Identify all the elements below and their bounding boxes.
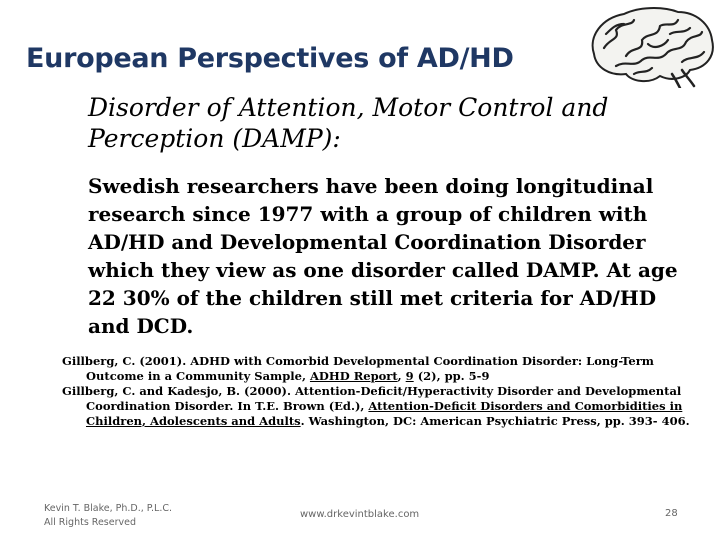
author-name: Kevin T. Blake, Ph.D., P.L.C. xyxy=(44,503,173,514)
slide-body-paragraph: Swedish researchers have been doing longitudinal research since 1977 with a group of children with AD/HD and Developmental Coordination Disorder which they view as one disorder called DAMP. At age 22 30% of the children still met criteria for AD/HD and DCD. xyxy=(88,174,678,338)
footer-author xyxy=(44,502,172,530)
book-title: Attention-Deficit Disorders and Comorbidities in Children, Adolescents and Adults xyxy=(86,399,683,428)
footer-website: www.drkevintblake.com xyxy=(300,509,420,520)
slide-title: European Perspectives of AD/HD xyxy=(26,43,514,74)
journal-title: ADHD Report xyxy=(309,369,398,383)
page-number: 28 xyxy=(665,508,678,519)
rights-text: All Rights Reserved xyxy=(44,517,136,528)
reference-item: Gillberg, C. (2001). ADHD with Comorbid Developmental Coordination Disorder: Long-Term Outcome in a Community Sample, ADHD Report, 9 (2), pp. 5-9 xyxy=(62,354,654,383)
brain-icon xyxy=(586,4,716,88)
slide-subheading: Disorder of Attention, Motor Control and Perception (DAMP): xyxy=(88,93,609,153)
reference-item: Gillberg, C. and Kadesjo, B. (2000). Attention-Deficit/Hyperactivity Disorder and Developmental Coordination Disorder. In T.E. Brown (Ed.), Attention-Deficit Disorders and Comorbidities in Children, Adolescents and Adults. Washington, DC: American Psychiatric Press, pp. 393- 406. xyxy=(62,384,690,428)
references xyxy=(62,354,712,429)
volume-number: 9 xyxy=(405,369,414,383)
